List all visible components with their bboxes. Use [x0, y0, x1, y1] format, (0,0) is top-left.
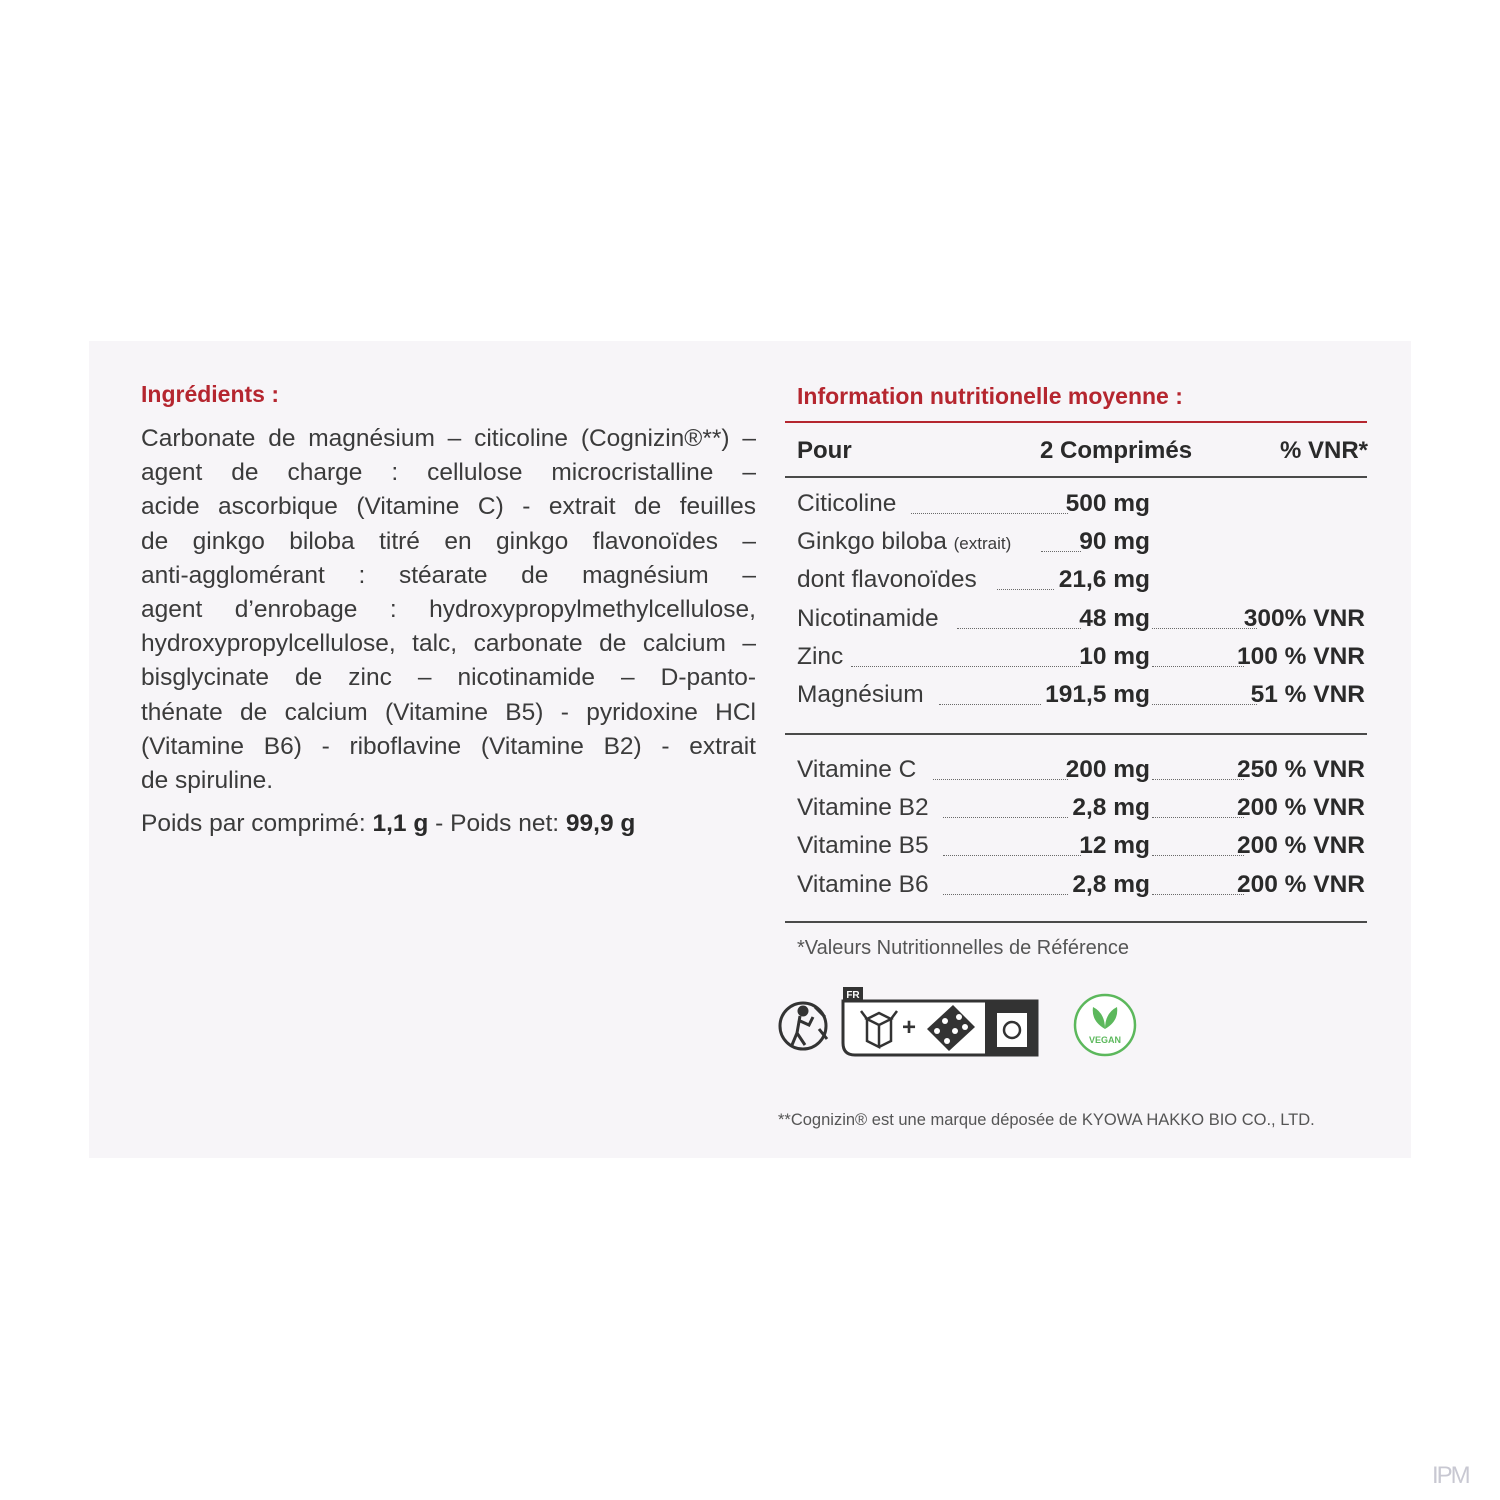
nutrient-amount: 10 mg	[1079, 642, 1150, 670]
nutrient-name	[797, 643, 843, 671]
nutrient-name-text: Vitamine B2	[797, 794, 929, 822]
nutrition-row	[797, 566, 1365, 602]
nutrition-title: Information nutritionelle moyenne :	[797, 383, 1183, 409]
svg-text:FR: FR	[846, 990, 860, 1001]
ingredients-text	[141, 422, 756, 798]
leader-dots	[851, 666, 1081, 667]
nutrition-row	[797, 605, 1365, 641]
nutrient-name-text: Citicoline	[797, 490, 897, 517]
nutrient-name	[797, 871, 929, 899]
nutrient-amount: 12 mg	[1079, 832, 1150, 860]
nutrition-row	[797, 643, 1365, 679]
nutrient-amount: 90 mg	[1079, 528, 1150, 556]
leader-dots	[957, 628, 1081, 629]
ingredients-title: Ingrédients :	[141, 381, 280, 407]
ingredients-line: thénate de calcium (Vitamine B5) - pyridoxine HCl	[141, 698, 756, 726]
nutrition-row	[797, 794, 1365, 830]
leader-dots	[1152, 817, 1244, 818]
nutrient-vnr: 100 % VNR	[1236, 642, 1365, 670]
nutrient-vnr: 51 % VNR	[1250, 681, 1365, 708]
leader-dots	[1152, 855, 1244, 856]
leader-dots	[933, 779, 1068, 780]
ingredients-line: de spiruline.	[141, 766, 274, 794]
header-pour: Pour	[797, 437, 852, 464]
triman-icon	[780, 1003, 827, 1049]
ingredients-line: de ginkgo biloba titré en ginkgo flavonoïdes –	[141, 527, 756, 555]
vnr-footnote: *Valeurs Nutritionnelles de Référence	[797, 937, 1130, 959]
nutrient-amount: 21,6 mg	[1058, 566, 1150, 594]
packaging-icons	[775, 985, 1145, 1060]
leader-dots	[1152, 666, 1244, 667]
svg-text:VEGAN: VEGAN	[1088, 1035, 1122, 1045]
nutrient-name-text: Ginkgo biloba	[797, 528, 947, 556]
header-divider	[785, 476, 1367, 478]
leader-dots	[943, 855, 1081, 856]
nutrient-vnr: 300% VNR	[1243, 604, 1365, 632]
ingredients-line: agent de charge : cellulose microcristalline –	[141, 459, 756, 487]
ingredients-line: anti-agglomérant : stéarate de magnésium –	[141, 561, 756, 589]
nutrient-amount: 500 mg	[1065, 490, 1150, 517]
leader-dots	[1152, 628, 1257, 629]
weight-label: Poids par comprimé:	[141, 810, 366, 837]
nutrient-name	[797, 566, 977, 594]
nutrient-amount: 2,8 mg	[1072, 870, 1150, 898]
watermark-logo: IPM	[1432, 1462, 1469, 1489]
group-divider	[785, 733, 1367, 735]
table-bottom-divider	[785, 921, 1367, 923]
nutrient-vnr: 250 % VNR	[1236, 756, 1365, 783]
leader-dots	[1041, 551, 1081, 552]
nutrient-name	[797, 832, 929, 860]
nutrient-name-text: Vitamine C	[797, 756, 917, 783]
title-divider	[785, 421, 1367, 423]
ingredients-line: (Vitamine B6) - riboflavine (Vitamine B2) - extrait	[141, 732, 756, 760]
nutrient-amount: 200 mg	[1065, 756, 1150, 783]
nutrient-name	[797, 681, 924, 709]
leader-dots	[939, 704, 1041, 705]
nutrient-amount: 48 mg	[1079, 604, 1150, 632]
nutrient-vnr: 200 % VNR	[1236, 832, 1365, 860]
nutrient-note: (extrait)	[953, 534, 1012, 554]
nutrient-name	[797, 490, 896, 518]
weight-info	[141, 810, 635, 838]
nutrition-row	[797, 832, 1365, 868]
weight-separator: - Poids net:	[435, 810, 560, 837]
ingredients-line: Carbonate de magnésium – citicoline (Cognizin®**) –	[141, 425, 756, 452]
nutrition-row	[797, 490, 1365, 526]
nutrient-name-text: Nicotinamide	[797, 604, 939, 632]
vegan-icon	[1075, 995, 1135, 1055]
svg-text:+: +	[901, 1014, 917, 1041]
leader-dots	[1152, 704, 1257, 705]
nutrition-row	[797, 528, 1365, 564]
nutrient-name	[797, 528, 1011, 556]
leader-dots	[997, 589, 1054, 590]
nutrient-name	[797, 756, 916, 784]
leader-dots	[943, 817, 1068, 818]
nutrient-name-text: Magnésium	[797, 681, 924, 708]
nutrition-row	[797, 756, 1365, 792]
ingredients-line: hydroxypropylcellulose, talc, carbonate de calcium –	[141, 630, 756, 658]
nutrient-name-text: dont flavonoïdes	[797, 566, 977, 594]
bin-icon	[985, 1001, 1037, 1055]
trademark-note: **Cognizin® est une marque déposée de KYOWA HAKKO BIO CO., LTD.	[778, 1111, 1315, 1129]
leader-dots	[1152, 894, 1244, 895]
nutrition-row	[797, 871, 1365, 907]
nutrient-amount: 191,5 mg	[1045, 681, 1150, 708]
nutrition-row	[797, 681, 1365, 717]
header-comprimes: 2 Comprimés	[1040, 437, 1193, 464]
nutrient-name-text: Vitamine B6	[797, 870, 929, 898]
net-weight: 99,9 g	[565, 810, 636, 837]
header-vnr: % VNR*	[1279, 437, 1368, 464]
nutrient-name	[797, 605, 939, 633]
leader-dots	[1152, 779, 1244, 780]
nutrient-name-text: Zinc	[797, 642, 844, 670]
nutrient-name	[797, 794, 929, 822]
ingredients-line: agent d’enrobage : hydroxypropylmethylcellulose,	[141, 595, 756, 623]
ingredients-line: bisglycinate de zinc – nicotinamide – D-panto-	[141, 664, 756, 692]
ingredients-line: acide ascorbique (Vitamine C) - extrait de feuilles	[141, 493, 756, 521]
leader-dots	[943, 894, 1068, 895]
nutrient-amount: 2,8 mg	[1072, 794, 1150, 822]
weight-per-tablet: 1,1 g	[372, 810, 429, 837]
leader-dots	[911, 513, 1068, 514]
nutrient-name-text: Vitamine B5	[797, 832, 929, 860]
recycling-info-icon	[843, 987, 1037, 1055]
nutrient-vnr: 200 % VNR	[1236, 794, 1365, 822]
nutrient-vnr: 200 % VNR	[1236, 870, 1365, 898]
